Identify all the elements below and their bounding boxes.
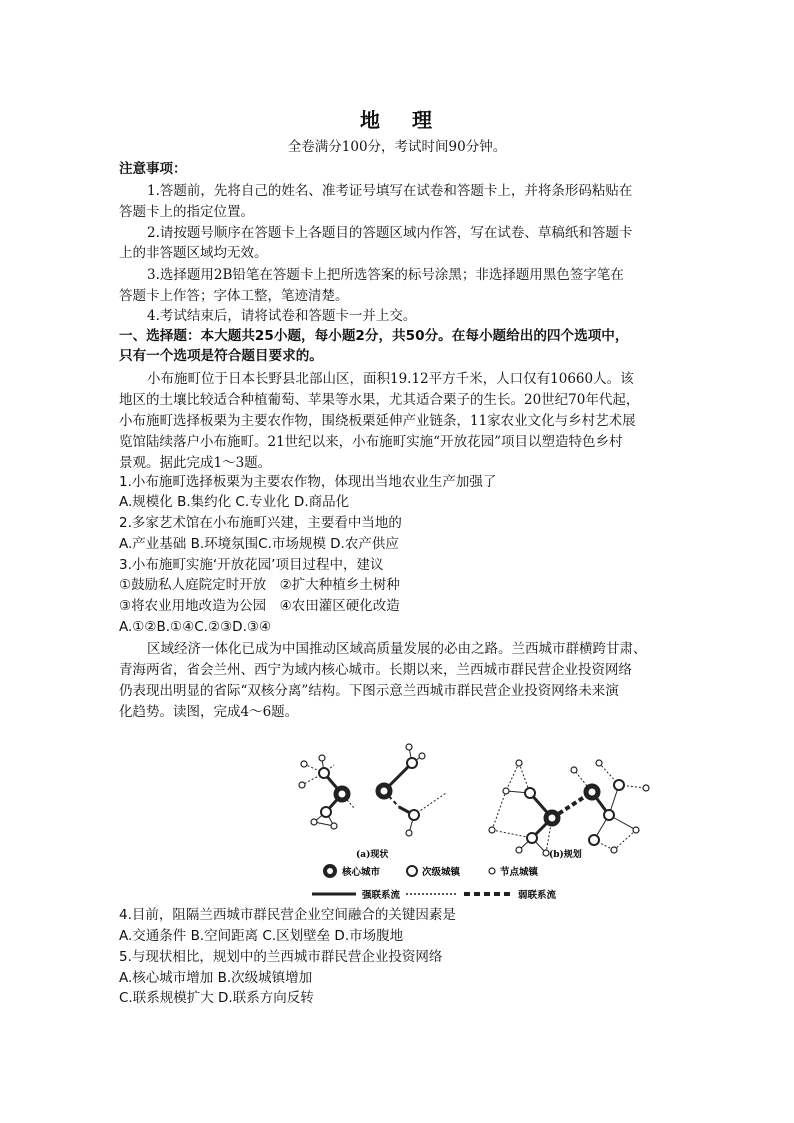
question-stem: 2.多家艺术馆在小布施町兴建，主要看中当地的 [119,515,402,531]
question-stem: 1.小布施町选择板栗为主要农作物，体现出当地农业生产加强了 [119,474,497,490]
passage-line: 景观。据此完成1～3题。 [119,455,272,471]
node-town [311,819,317,825]
legend-node-label: 节点城镇 [500,867,539,878]
page-title [0,104,794,133]
legend-node-marker [489,868,495,874]
notice-line: 1.答题前，先将自己的姓名、准考证号填写在试卷和答题卡上，并将条形码粘贴在 [147,183,633,199]
node-town [516,847,522,853]
question-options: A.交通条件 B.空间距离 C.区划壁垒 D.市场腹地 [119,928,404,944]
passage-line: 小布施町位于日本长野县北部山区，面积19.12平方千米，人口仅有10660人。该 [147,371,634,387]
node-town [319,755,325,761]
secondary-town [589,835,599,845]
question-options: A.①②B.①④C.②③D.③④ [119,619,272,635]
title-char-2: 理 [412,108,434,132]
question-choice-row: ③将农业用地改造为公园 ④农田灌区硬化改造 [119,598,400,614]
node-town [489,827,495,833]
passage-line: 览馆陆续落户小布施町。21世纪以来，小布施町实施“开放花园”项目以塑造特色乡村 [119,434,623,450]
node-town [633,827,639,833]
question-choice-row: ①鼓励私人庭院定时开放 ②扩大种植乡土树种 [119,577,400,593]
section-heading: 一、选择题：本大题共25小题，每小题2分，共50分。在每小题给出的四个选项中， [119,328,629,344]
notice-line: 答题卡上的指定位置。 [119,204,254,220]
question-options: C.联系规模扩大 D.联系方向反转 [119,990,314,1006]
notice-line: 3.选择题用2B铅笔在答题卡上把所选答案的标号涂黑；非选择题用黑色签字笔在 [147,267,624,283]
legend-core-label: 核心城市 [342,867,381,878]
question-options: A.产业基础 B.环境氛围C.市场规模 D.农产供应 [119,536,399,552]
label-current: (a)现状 [356,850,389,860]
node-town [516,760,522,766]
passage-line: 地区的土壤比较适合种植葡萄、苹果等水果，尤其适合栗子的生长。20世纪70年代起， [119,392,640,408]
legend-strong-label: 强联系流 [362,890,401,901]
question-options: A.核心城市增加 B.次级城镇增加 [119,970,313,986]
notice-line: 4.考试结束后，请将试卷和答题卡一并上交。 [147,308,417,324]
node-town [596,760,602,766]
node-town [406,744,412,750]
question-options: A.规模化 B.集约化 C.专业化 D.商品化 [119,494,350,510]
legend-secondary-label: 次级城镇 [422,867,461,878]
secondary-town [321,807,331,817]
node-town [643,785,649,791]
notice-line: 2.请按题号顺序在答题卡上各题目的答题区域内作答，写在试卷、草稿纸和答题卡 [147,225,633,241]
passage-line: 区域经济一体化已成为中国推动区域高质量发展的必由之路。兰西城市群横跨甘肃、 [147,641,647,657]
secondary-town [409,810,419,820]
question-stem: 3.小布施町实施‘开放花园’项目过程中，建议 [119,557,384,573]
secondary-town [604,810,614,820]
node-town [571,767,577,773]
weak-link [614,830,636,850]
legend-secondary-marker [407,866,417,876]
node-town [503,788,509,794]
secondary-town [525,788,535,798]
notice-line: 上的非答题区域均无效。 [119,245,268,261]
question-stem: 4.目前，阻隔兰西城市群民营企业空间融合的关键因素是 [119,907,456,923]
node-town [406,830,412,836]
title-char-1: 地 [360,108,382,132]
section-heading: 只有一个选项是符合题目要求的。 [119,348,323,364]
weak-link [492,830,532,838]
weak-link [506,763,519,791]
node-town [299,782,305,788]
secondary-town [407,758,417,768]
label-plan: (b)规划 [549,850,582,860]
legend-weak-label: 弱联系流 [518,890,557,901]
notice-heading: 注意事项： [119,161,187,177]
node-town [611,847,617,853]
secondary-town [319,768,329,778]
network-figure [274,730,674,902]
exam-subtitle: 全卷满分100分，考试时间90分钟。 [287,139,507,155]
passage-line: 化趋势。读图，完成4～6题。 [119,704,299,720]
passage-line: 青海两省，省会兰州、西宁为域内核心城市。长期以来，兰西城市群民营企业投资网络 [119,662,632,678]
node-town [419,753,425,759]
passage-line: 仍表现出明显的省际“双核分离”结构。下图示意兰西城市群民营企业投资网络未来演 [119,683,619,699]
question-stem: 5.与现状相比，规划中的兰西城市群民营企业投资网络 [119,949,443,965]
node-town [301,761,307,767]
secondary-town [527,833,537,843]
passage-line: 小布施町选择板栗为主要农作物，围绕板栗延伸产业链条，11家农业文化与乡村艺术展 [119,413,636,429]
weak-link [492,791,506,830]
secondary-town [614,780,624,790]
node-town [331,823,337,829]
notice-line: 答题卡上作答；字体工整，笔迹清楚。 [119,288,349,304]
